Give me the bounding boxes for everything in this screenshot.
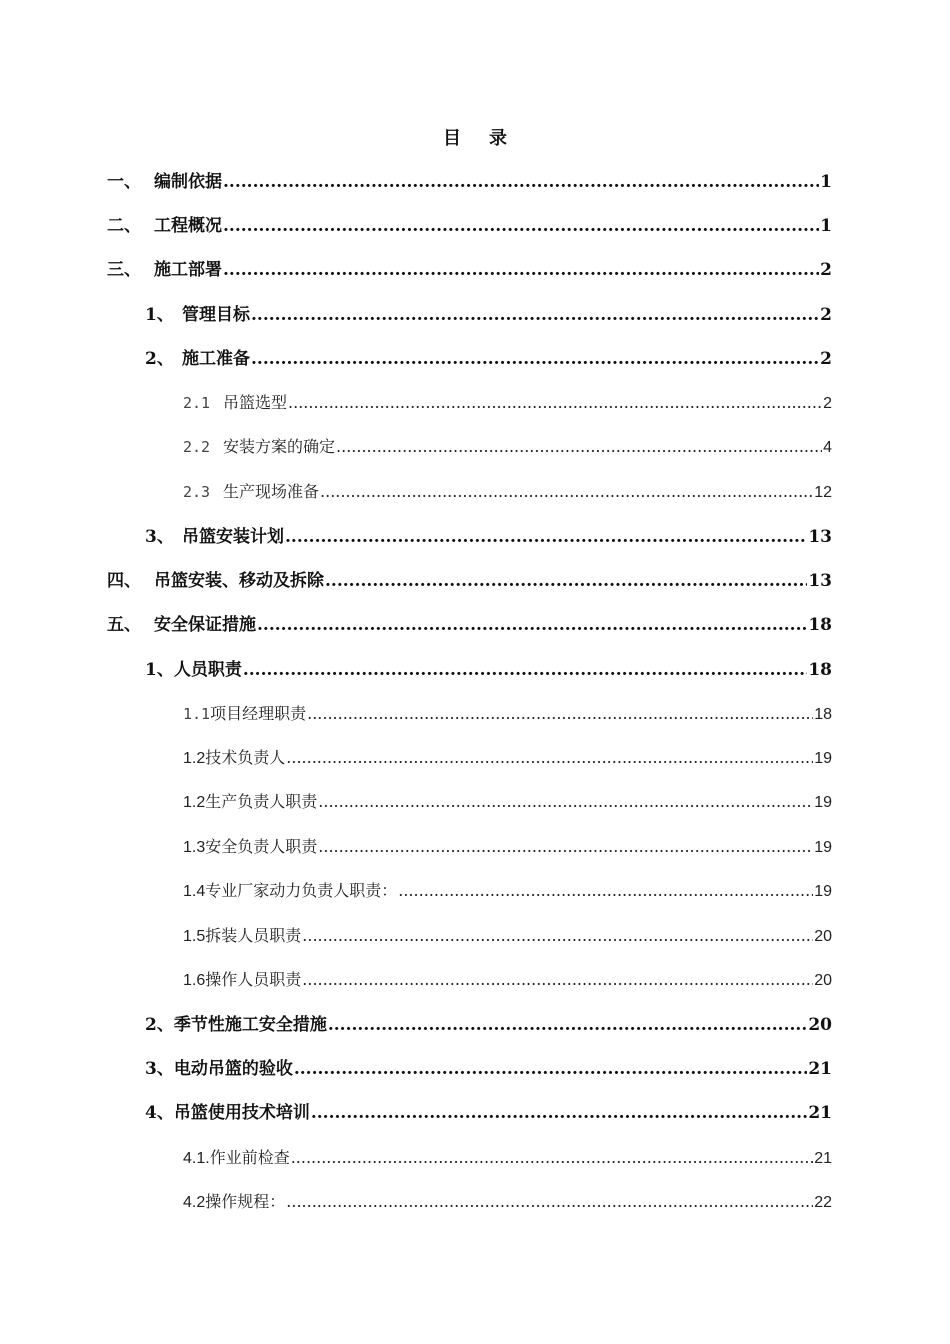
toc-entry-label: 技术负责人 bbox=[205, 748, 286, 767]
toc-dot-leader bbox=[243, 657, 807, 683]
toc-dot-leader bbox=[325, 568, 807, 594]
toc-entry-label: 管理目标 bbox=[182, 305, 250, 325]
toc-entry-number: 1、 bbox=[145, 305, 174, 325]
toc-entry[interactable] bbox=[183, 745, 832, 771]
toc-entry[interactable] bbox=[183, 1145, 832, 1171]
toc-entry-page: 12 bbox=[814, 484, 832, 501]
toc-entry[interactable] bbox=[183, 390, 832, 416]
toc-dot-leader bbox=[307, 701, 813, 727]
toc-entry-page: 20 bbox=[814, 972, 832, 989]
toc-entry-number: 4.1. bbox=[183, 1150, 210, 1167]
toc-entry[interactable] bbox=[183, 1189, 832, 1215]
toc-entry-label: 安全负责人职责 bbox=[205, 837, 318, 856]
toc-entry-label: 施工部署 bbox=[154, 260, 222, 280]
toc-entry-page: 19 bbox=[814, 794, 832, 811]
toc-entry-number: 1.5 bbox=[183, 928, 206, 945]
toc-entry-label: 施工准备 bbox=[182, 349, 250, 369]
toc-dot-leader bbox=[286, 745, 813, 771]
toc-entry-label: 生产负责人职责 bbox=[205, 792, 318, 811]
toc-entry[interactable] bbox=[145, 1100, 832, 1126]
toc-entry[interactable] bbox=[183, 967, 832, 993]
toc-entry-page: 13 bbox=[808, 571, 832, 591]
toc-entry-number: 1.1 bbox=[183, 705, 211, 723]
toc-entry-page: 2 bbox=[823, 395, 832, 412]
toc-entry[interactable] bbox=[183, 878, 832, 904]
toc-entry[interactable] bbox=[145, 524, 832, 550]
title-char-1: 目 bbox=[443, 128, 461, 149]
toc-entry-number: 2.3 bbox=[183, 483, 211, 501]
toc-dot-leader bbox=[294, 1056, 807, 1082]
toc-entry-number: 五、 bbox=[107, 615, 141, 635]
toc-entry-label: 吊篮使用技术培训 bbox=[173, 1103, 310, 1123]
toc-entry-page: 21 bbox=[808, 1103, 832, 1123]
toc-entry-page: 2 bbox=[820, 349, 832, 369]
toc-entry-label: 电动吊篮的验收 bbox=[173, 1059, 293, 1079]
toc-entry-label: 人员职责 bbox=[173, 660, 242, 680]
toc-entry-label: 操作人员职责 bbox=[205, 970, 302, 989]
toc-dot-leader bbox=[311, 1100, 807, 1126]
toc-entry-label: 生产现场准备 bbox=[223, 482, 320, 501]
toc-dot-leader bbox=[328, 1012, 807, 1038]
toc-dot-leader bbox=[288, 390, 822, 416]
toc-entry-label: 专业厂家动力负责人职责： bbox=[205, 881, 398, 900]
toc-entry-page: 21 bbox=[808, 1059, 832, 1079]
toc-entry-page: 19 bbox=[814, 839, 832, 856]
toc-entry-page: 18 bbox=[808, 660, 832, 680]
toc-entry-number: 4、 bbox=[145, 1103, 174, 1123]
toc-entry-label: 项目经理职责 bbox=[210, 704, 307, 723]
toc-entry-number: 3、 bbox=[145, 527, 174, 547]
toc-entry-page: 4 bbox=[823, 439, 832, 456]
toc-dot-leader bbox=[302, 923, 813, 949]
toc-entry[interactable] bbox=[107, 612, 832, 638]
toc-entry-page: 1 bbox=[820, 172, 832, 192]
toc-entry[interactable] bbox=[183, 479, 832, 505]
toc-entry-page: 21 bbox=[814, 1150, 832, 1167]
toc-entry[interactable] bbox=[145, 1012, 832, 1038]
toc-dot-leader bbox=[251, 346, 819, 372]
toc-dot-leader bbox=[302, 967, 813, 993]
toc-entry-page: 13 bbox=[808, 527, 832, 547]
toc-entry-number: 1.4 bbox=[183, 883, 206, 900]
toc-entry-label: 吊篮选型 bbox=[223, 393, 288, 412]
toc-entry-label: 吊篮安装、移动及拆除 bbox=[154, 571, 324, 591]
toc-entry[interactable] bbox=[183, 789, 832, 815]
toc-entry-page: 2 bbox=[820, 305, 832, 325]
toc-entry[interactable] bbox=[183, 834, 832, 860]
toc-entry-number: 2、 bbox=[145, 349, 174, 369]
toc-dot-leader bbox=[318, 789, 813, 815]
toc-dot-leader bbox=[285, 524, 807, 550]
toc-entry-number: 1、 bbox=[145, 660, 174, 680]
toc-entry-number: 1.6 bbox=[183, 972, 206, 989]
toc-entry[interactable] bbox=[145, 657, 832, 683]
toc-dot-leader bbox=[223, 257, 819, 283]
toc-entry-number: 三、 bbox=[107, 260, 141, 280]
toc-entry-number: 3、 bbox=[145, 1059, 174, 1079]
toc-entry-label: 安全保证措施 bbox=[154, 615, 256, 635]
toc-entry-label: 季节性施工安全措施 bbox=[173, 1015, 327, 1035]
toc-entry[interactable] bbox=[183, 434, 832, 460]
toc-entry-number: 一、 bbox=[107, 172, 141, 192]
toc-entry-label: 作业前检查 bbox=[209, 1148, 290, 1167]
toc-entry-number: 二、 bbox=[107, 216, 141, 236]
title-char-2: 录 bbox=[489, 128, 507, 149]
toc-entry-page: 20 bbox=[814, 928, 832, 945]
toc-entry-page: 18 bbox=[808, 615, 832, 635]
toc-entry[interactable] bbox=[183, 923, 832, 949]
toc-dot-leader bbox=[223, 169, 819, 195]
toc-dot-leader bbox=[223, 213, 819, 239]
toc-entry[interactable] bbox=[183, 701, 832, 727]
toc-entry-label: 吊篮安装计划 bbox=[182, 527, 284, 547]
toc-entry-label: 工程概况 bbox=[154, 216, 222, 236]
toc-dot-leader bbox=[318, 834, 813, 860]
toc-dot-leader bbox=[398, 878, 813, 904]
toc-dot-leader bbox=[291, 1145, 814, 1171]
toc-entry-number: 4.2 bbox=[183, 1194, 206, 1211]
toc-dot-leader bbox=[336, 434, 822, 460]
toc-entry-label: 拆装人员职责 bbox=[205, 926, 302, 945]
toc-entry-label: 编制依据 bbox=[154, 172, 222, 192]
toc-entry-number: 1.2 bbox=[183, 794, 206, 811]
toc-entry-number: 1.2 bbox=[183, 750, 206, 767]
toc-entry[interactable] bbox=[145, 1056, 832, 1082]
toc-entry-number: 1.3 bbox=[183, 839, 206, 856]
toc-entry-page: 19 bbox=[814, 750, 832, 767]
toc-entry[interactable] bbox=[107, 568, 832, 594]
toc-dot-leader bbox=[257, 612, 807, 638]
toc-entry-page: 22 bbox=[814, 1194, 832, 1211]
toc-entry-number: 2.1 bbox=[183, 394, 211, 412]
toc-entry[interactable] bbox=[107, 213, 832, 239]
toc-entry-page: 19 bbox=[814, 883, 832, 900]
toc-entry[interactable] bbox=[145, 346, 832, 372]
toc-entry-page: 1 bbox=[820, 216, 832, 236]
toc-entry-page: 18 bbox=[814, 706, 832, 723]
toc-entry-number: 2、 bbox=[145, 1015, 174, 1035]
toc-dot-leader bbox=[286, 1189, 813, 1215]
toc-entry-label: 安装方案的确定 bbox=[223, 437, 336, 456]
toc-entry[interactable] bbox=[107, 257, 832, 283]
toc-entry-page: 2 bbox=[820, 260, 832, 280]
toc-entry-label: 操作规程： bbox=[205, 1192, 286, 1211]
toc-entry-number: 2.2 bbox=[183, 438, 211, 456]
toc-entry[interactable] bbox=[145, 302, 832, 328]
toc-dot-leader bbox=[251, 302, 819, 328]
toc-entry[interactable] bbox=[107, 169, 832, 195]
toc-entry-number: 四、 bbox=[107, 571, 141, 591]
toc-dot-leader bbox=[320, 479, 813, 505]
toc-entry-page: 20 bbox=[808, 1015, 832, 1035]
